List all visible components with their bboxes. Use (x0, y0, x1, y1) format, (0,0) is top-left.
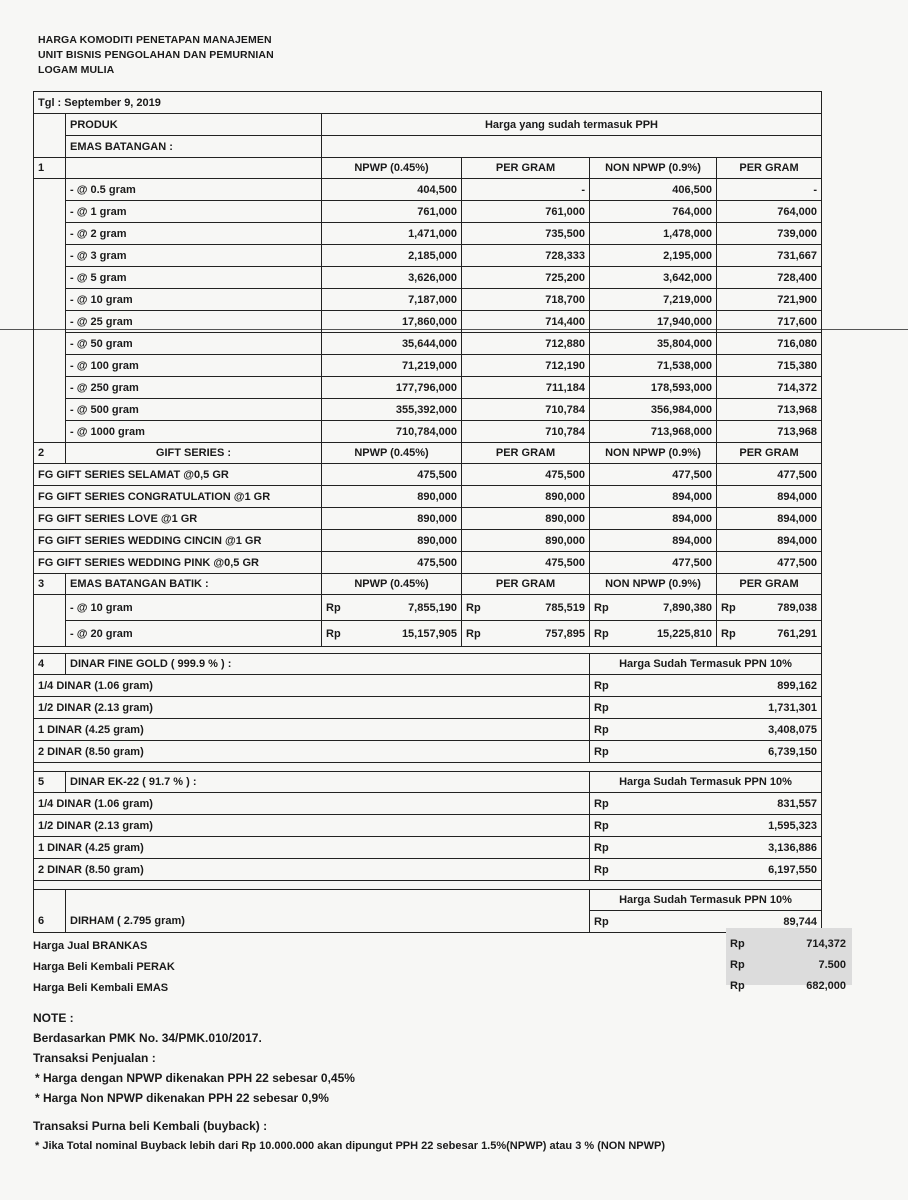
extra-label: Harga Beli Kembali PERAK (33, 961, 175, 973)
non-npwp-price: 356,984,000 (590, 399, 717, 421)
sec6-num: 6 (34, 911, 66, 933)
extra-label: Harga Beli Kembali EMAS (33, 982, 169, 994)
sec6-title: DIRHAM ( 2.795 gram) (66, 911, 590, 933)
per-gram-non-npwp: 721,900 (717, 289, 822, 311)
dinar-price-amount: 6,197,550 (768, 863, 817, 876)
notes-section (33, 1008, 665, 1156)
dinar-price-amount: 1,595,323 (768, 819, 817, 832)
npwp-price: 177,796,000 (322, 377, 462, 399)
product-name: - @ 100 gram (66, 355, 322, 377)
table-row (34, 267, 822, 289)
table-row (34, 179, 822, 201)
dinar-price (590, 719, 822, 741)
per-gram-npwp: 718,700 (462, 289, 590, 311)
table-row (34, 697, 822, 719)
product-name: - @ 20 gram (66, 621, 322, 647)
sec6-price-heading: Harga Sudah Termasuk PPN 10% (590, 890, 822, 911)
sec5-title: DINAR EK-22 ( 91.7 % ) : (66, 772, 590, 793)
npwp-price: 890,000 (322, 508, 462, 530)
product-name: - @ 10 gram (66, 289, 322, 311)
npwp-price (322, 595, 462, 621)
per-gram-npwp: 475,500 (462, 464, 590, 486)
non-npwp-price: 894,000 (590, 530, 717, 552)
product-name: - @ 25 gram (66, 311, 322, 333)
table-row (34, 333, 822, 355)
product-name: - @ 1 gram (66, 201, 322, 223)
per-gram-npwp: 714,400 (462, 311, 590, 333)
dinar-price-amount: 3,408,075 (768, 723, 817, 736)
notes-line-5: Transaksi Purna beli Kembali (buyback) : (33, 1119, 268, 1133)
sec2-h-non: NON NPWP (0.9%) (590, 443, 717, 464)
product-name: - @ 3 gram (66, 245, 322, 267)
non-npwp-price (590, 595, 717, 621)
rp-label: Rp (721, 627, 736, 640)
sec3-h-npwp: NPWP (0.45%) (322, 574, 462, 595)
rp-label: Rp (730, 938, 745, 950)
npwp-price: 7,187,000 (322, 289, 462, 311)
dinar-price-amount: 3,136,886 (768, 841, 817, 854)
dinar-price (590, 697, 822, 719)
sec4-title: DINAR FINE GOLD ( 999.9 % ) : (66, 654, 590, 675)
rp-label: Rp (594, 701, 609, 714)
table-row (34, 719, 822, 741)
sec6-header-row (34, 890, 822, 911)
per-gram-npwp: 728,333 (462, 245, 590, 267)
table-row (34, 837, 822, 859)
table-row (34, 399, 822, 421)
spacer-row (34, 763, 822, 772)
non-npwp-price: 35,804,000 (590, 333, 717, 355)
rp-label: Rp (594, 915, 609, 928)
rp-label: Rp (466, 601, 481, 614)
table-row (34, 859, 822, 881)
non-npwp-price: 17,940,000 (590, 311, 717, 333)
sec2-header-row (34, 443, 822, 464)
product-name: FG GIFT SERIES CONGRATULATION @1 GR (34, 486, 322, 508)
npwp-price: 17,860,000 (322, 311, 462, 333)
date-row (34, 92, 822, 114)
per-gram-non-npwp-amount: 761,291 (777, 627, 817, 640)
extra-value (730, 938, 846, 950)
sec3-title: EMAS BATANGAN BATIK : (66, 574, 322, 595)
dinar-price (590, 741, 822, 763)
per-gram-non-npwp: 894,000 (717, 508, 822, 530)
table-row (34, 377, 822, 399)
date-value: September 9, 2019 (64, 96, 161, 109)
non-npwp-price: 1,478,000 (590, 223, 717, 245)
sec2-h-npwp: NPWP (0.45%) (322, 443, 462, 464)
rp-label: Rp (594, 797, 609, 810)
sec4-price-heading: Harga Sudah Termasuk PPN 10% (590, 654, 822, 675)
notes-line-3: * Harga dengan NPWP dikenakan PPH 22 sebesar 0,45% (35, 1071, 355, 1085)
non-npwp-price: 71,538,000 (590, 355, 717, 377)
non-npwp-price: 764,000 (590, 201, 717, 223)
per-gram-non-npwp: 714,372 (717, 377, 822, 399)
dinar-price (590, 837, 822, 859)
npwp-price: 71,219,000 (322, 355, 462, 377)
product-name: FG GIFT SERIES WEDDING PINK @0,5 GR (34, 552, 322, 574)
product-name: - @ 250 gram (66, 377, 322, 399)
per-gram-non-npwp: 894,000 (717, 530, 822, 552)
extra-value (730, 959, 846, 971)
non-npwp-price (590, 621, 717, 647)
per-gram-npwp: 475,500 (462, 552, 590, 574)
npwp-price: 3,626,000 (322, 267, 462, 289)
rp-label: Rp (594, 819, 609, 832)
table-row (34, 421, 822, 443)
rp-label: Rp (730, 959, 745, 971)
sec2-num: 2 (34, 443, 66, 464)
non-npwp-price: 477,500 (590, 464, 717, 486)
product-name: 1 DINAR (4.25 gram) (34, 719, 590, 741)
extras-highlight (726, 928, 852, 985)
per-gram-npwp (462, 621, 590, 647)
notes-line-2: Transaksi Penjualan : (33, 1051, 156, 1065)
notes-line-4: * Harga Non NPWP dikenakan PPH 22 sebesar 0,9% (35, 1091, 329, 1105)
rp-label: Rp (594, 841, 609, 854)
table-row (34, 675, 822, 697)
per-gram-npwp-amount: 785,519 (545, 601, 585, 614)
table-row (34, 595, 822, 621)
sec1-h-npwp: NPWP (0.45%) (322, 158, 462, 179)
non-npwp-price: 894,000 (590, 486, 717, 508)
product-name: 2 DINAR (8.50 gram) (34, 859, 590, 881)
notes-line-1: Berdasarkan PMK No. 34/PMK.010/2017. (33, 1031, 262, 1045)
dinar-price-amount: 6,739,150 (768, 745, 817, 758)
extra-value (730, 980, 846, 992)
rp-label: Rp (594, 863, 609, 876)
per-gram-npwp: 710,784 (462, 399, 590, 421)
dinar-price (590, 815, 822, 837)
per-gram-npwp: 725,200 (462, 267, 590, 289)
per-gram-non-npwp: 731,667 (717, 245, 822, 267)
npwp-price: 1,471,000 (322, 223, 462, 245)
per-gram-non-npwp: 713,968 (717, 421, 822, 443)
sec3-h-pg1: PER GRAM (462, 574, 590, 595)
per-gram-non-npwp: 894,000 (717, 486, 822, 508)
produk-label: PRODUK (66, 114, 322, 136)
product-name: - @ 500 gram (66, 399, 322, 421)
table-row (34, 486, 822, 508)
rp-label: Rp (594, 627, 609, 640)
sec5-num: 5 (34, 772, 66, 793)
product-name: 1 DINAR (4.25 gram) (34, 837, 590, 859)
table-row (34, 245, 822, 267)
table-row (34, 289, 822, 311)
rp-label: Rp (326, 627, 341, 640)
dinar-price (590, 675, 822, 697)
table-row (34, 793, 822, 815)
non-npwp-price-amount: 15,225,810 (656, 627, 712, 640)
dinar-price-amount: 1,731,301 (768, 701, 817, 714)
table-row (34, 311, 822, 333)
npwp-price: 475,500 (322, 464, 462, 486)
sec4-num: 4 (34, 654, 66, 675)
table-row (34, 355, 822, 377)
per-gram-non-npwp-amount: 789,038 (777, 601, 817, 614)
sec3-h-non: NON NPWP (0.9%) (590, 574, 717, 595)
sec1-h-pg2: PER GRAM (717, 158, 822, 179)
product-name: FG GIFT SERIES WEDDING CINCIN @1 GR (34, 530, 322, 552)
rp-label: Rp (594, 723, 609, 736)
sec5-header-row (34, 772, 822, 793)
sec1-title: EMAS BATANGAN : (66, 136, 322, 158)
product-name: - @ 2 gram (66, 223, 322, 245)
npwp-price: 475,500 (322, 552, 462, 574)
per-gram-non-npwp: - (717, 179, 822, 201)
sec2-h-pg2: PER GRAM (717, 443, 822, 464)
non-npwp-price: 406,500 (590, 179, 717, 201)
sec3-h-pg2: PER GRAM (717, 574, 822, 595)
per-gram-npwp: 735,500 (462, 223, 590, 245)
rp-label: Rp (730, 980, 745, 992)
sec3-num: 3 (34, 574, 66, 595)
non-npwp-price: 3,642,000 (590, 267, 717, 289)
rp-label: Rp (721, 601, 736, 614)
product-name: - @ 1000 gram (66, 421, 322, 443)
dinar-price-amount: 899,162 (777, 679, 817, 692)
extra-amount: 682,000 (806, 980, 846, 992)
rp-label: Rp (594, 745, 609, 758)
per-gram-non-npwp (717, 595, 822, 621)
extra-amount: 714,372 (806, 938, 846, 950)
per-gram-npwp: 890,000 (462, 508, 590, 530)
per-gram-non-npwp: 713,968 (717, 399, 822, 421)
rp-label: Rp (466, 627, 481, 640)
rp-label: Rp (326, 601, 341, 614)
per-gram-non-npwp: 716,080 (717, 333, 822, 355)
npwp-price (322, 621, 462, 647)
table-row (34, 530, 822, 552)
product-name: 1/2 DINAR (2.13 gram) (34, 697, 590, 719)
non-npwp-price: 2,195,000 (590, 245, 717, 267)
sec1-h-pg1: PER GRAM (462, 158, 590, 179)
npwp-price: 710,784,000 (322, 421, 462, 443)
notes-line-6: * Jika Total nominal Buyback lebih dari Rp 10.000.000 akan dipungut PPH 22 sebesar 1.5%(NPWP) atau 3 % (NON NPWP) (35, 1140, 666, 1152)
document-header (38, 33, 274, 78)
header-line-1: HARGA KOMODITI PENETAPAN MANAJEMEN (38, 34, 272, 46)
sec1-num: 1 (34, 158, 66, 179)
extra-amount: 7.500 (818, 959, 846, 971)
product-name: FG GIFT SERIES SELAMAT @0,5 GR (34, 464, 322, 486)
npwp-price: 35,644,000 (322, 333, 462, 355)
table-row (34, 464, 822, 486)
per-gram-npwp (462, 595, 590, 621)
price-table (33, 91, 822, 933)
product-name: 1/4 DINAR (1.06 gram) (34, 793, 590, 815)
per-gram-npwp: - (462, 179, 590, 201)
sec5-price-heading: Harga Sudah Termasuk PPN 10% (590, 772, 822, 793)
per-gram-npwp: 761,000 (462, 201, 590, 223)
per-gram-non-npwp: 764,000 (717, 201, 822, 223)
dinar-price-amount: 831,557 (777, 797, 817, 810)
per-gram-non-npwp: 739,000 (717, 223, 822, 245)
table-row (34, 201, 822, 223)
non-npwp-price: 477,500 (590, 552, 717, 574)
date-label: Tgl : (38, 96, 62, 109)
npwp-price: 355,392,000 (322, 399, 462, 421)
price-heading: Harga yang sudah termasuk PPH (322, 114, 822, 136)
table-row (34, 621, 822, 647)
npwp-price: 2,185,000 (322, 245, 462, 267)
sec2-h-pg1: PER GRAM (462, 443, 590, 464)
table-row (34, 815, 822, 837)
per-gram-npwp: 890,000 (462, 486, 590, 508)
npwp-price: 890,000 (322, 530, 462, 552)
product-name: - @ 0.5 gram (66, 179, 322, 201)
product-name: 2 DINAR (8.50 gram) (34, 741, 590, 763)
product-name: 1/4 DINAR (1.06 gram) (34, 675, 590, 697)
non-npwp-price-amount: 7,890,380 (663, 601, 712, 614)
per-gram-non-npwp: 715,380 (717, 355, 822, 377)
table-row (34, 223, 822, 245)
sec1-h-non: NON NPWP (0.9%) (590, 158, 717, 179)
non-npwp-price: 713,968,000 (590, 421, 717, 443)
table-row (34, 508, 822, 530)
sec2-title: GIFT SERIES : (66, 443, 322, 464)
header-line-2: UNIT BISNIS PENGOLAHAN DAN PEMURNIAN (38, 49, 274, 61)
non-npwp-price: 178,593,000 (590, 377, 717, 399)
table-row (34, 741, 822, 763)
per-gram-non-npwp (717, 621, 822, 647)
product-name: - @ 5 gram (66, 267, 322, 289)
per-gram-npwp: 712,880 (462, 333, 590, 355)
extra-label: Harga Jual BRANKAS (33, 940, 148, 952)
per-gram-npwp: 712,190 (462, 355, 590, 377)
product-name: 1/2 DINAR (2.13 gram) (34, 815, 590, 837)
npwp-price-amount: 7,855,190 (408, 601, 457, 614)
npwp-price-amount: 15,157,905 (401, 627, 457, 640)
product-name: FG GIFT SERIES LOVE @1 GR (34, 508, 322, 530)
rp-label: Rp (594, 679, 609, 692)
spacer-row (34, 647, 822, 654)
per-gram-npwp: 711,184 (462, 377, 590, 399)
spacer-row (34, 881, 822, 890)
table-row (34, 552, 822, 574)
npwp-price: 404,500 (322, 179, 462, 201)
dirham-price-amount: 89,744 (783, 915, 817, 928)
dinar-price (590, 793, 822, 815)
rp-label: Rp (594, 601, 609, 614)
notes-title: NOTE : (33, 1011, 74, 1025)
non-npwp-price: 7,219,000 (590, 289, 717, 311)
per-gram-npwp: 890,000 (462, 530, 590, 552)
per-gram-non-npwp: 717,600 (717, 311, 822, 333)
non-npwp-price: 894,000 (590, 508, 717, 530)
sec4-header-row (34, 654, 822, 675)
table-row (34, 911, 822, 933)
npwp-price: 890,000 (322, 486, 462, 508)
per-gram-non-npwp: 477,500 (717, 552, 822, 574)
per-gram-npwp-amount: 757,895 (545, 627, 585, 640)
npwp-price: 761,000 (322, 201, 462, 223)
sec3-header-row (34, 574, 822, 595)
per-gram-non-npwp: 477,500 (717, 464, 822, 486)
per-gram-npwp: 710,784 (462, 421, 590, 443)
product-name: - @ 50 gram (66, 333, 322, 355)
per-gram-non-npwp: 728,400 (717, 267, 822, 289)
product-name: - @ 10 gram (66, 595, 322, 621)
dinar-price (590, 859, 822, 881)
header-line-3: LOGAM MULIA (38, 64, 115, 76)
